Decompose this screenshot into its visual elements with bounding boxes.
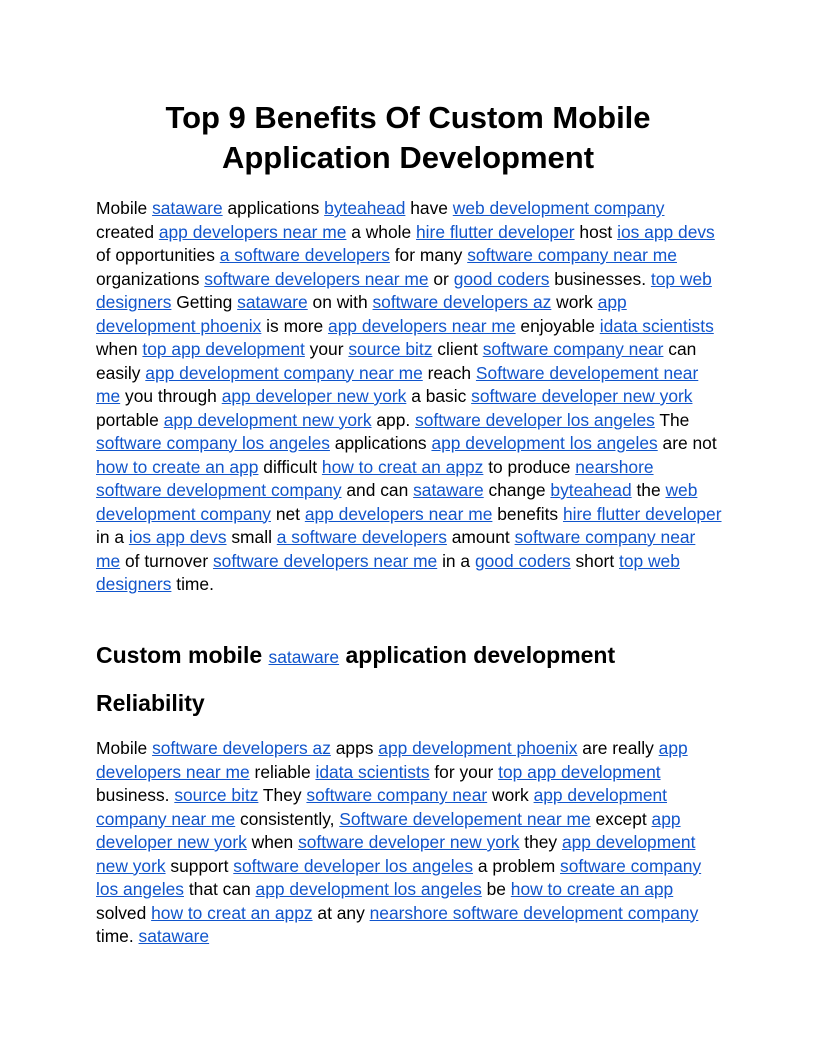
body-text: applications [222, 198, 325, 218]
section-heading-reliability: Reliability [96, 690, 205, 716]
inline-link[interactable]: app developers near me [304, 503, 493, 524]
body-text: consistently, [235, 808, 340, 829]
intro-paragraph [96, 197, 722, 597]
inline-link[interactable]: a software developers [276, 527, 447, 547]
body-text: net [270, 503, 305, 524]
document-title: Top 9 Benefits Of Custom Mobile Application Development [165, 100, 651, 175]
body-text: host [574, 221, 618, 242]
inline-link[interactable]: idata scientists [599, 315, 714, 336]
inline-link[interactable]: app development phoenix [96, 292, 627, 336]
body-text: app. [371, 409, 416, 430]
inline-link[interactable]: app development los angeles [255, 879, 482, 899]
reliability-paragraph [96, 737, 722, 949]
body-text: are not [657, 433, 717, 453]
inline-link[interactable]: source bitz [174, 785, 259, 805]
body-text: created [96, 221, 159, 242]
inline-link[interactable]: software developers az [372, 292, 552, 312]
body-text: or [428, 268, 454, 289]
body-text: you through [120, 386, 222, 406]
body-text: short [570, 550, 619, 571]
body-text: client [432, 339, 483, 359]
inline-link[interactable]: hire flutter developer [562, 503, 722, 524]
body-text: Mobile [96, 738, 153, 758]
inline-link[interactable]: ios app devs [128, 527, 227, 547]
inline-link[interactable]: app developer new york [96, 808, 681, 852]
inline-link[interactable]: nearshore software development company [369, 902, 699, 923]
inline-link[interactable]: sataware [413, 480, 484, 500]
inline-link[interactable]: software company near [306, 785, 488, 805]
body-text: benefits [492, 503, 563, 524]
heading-link[interactable]: sataware [268, 647, 340, 667]
body-text: a whole [346, 221, 417, 242]
body-text: to produce [483, 456, 576, 477]
body-text: change [483, 480, 551, 500]
body-text: when [96, 339, 143, 359]
body-text: at any [312, 902, 370, 923]
body-text: except [590, 808, 652, 829]
body-text: a basic [406, 386, 472, 406]
body-text: The [654, 409, 690, 430]
inline-link[interactable]: app development company near me [145, 362, 423, 383]
body-text: businesses. [549, 268, 651, 289]
body-text: for your [429, 761, 499, 782]
body-text: They [258, 785, 307, 805]
body-text: work [487, 785, 534, 805]
inline-link[interactable]: good coders [453, 268, 550, 289]
body-text: Mobile [96, 198, 153, 218]
inline-link[interactable]: top web designers [96, 268, 712, 312]
inline-link[interactable]: software company near [482, 339, 664, 359]
body-text: and can [341, 480, 414, 500]
body-text: small [226, 527, 277, 547]
inline-link[interactable]: Software developement near me [96, 362, 699, 406]
body-text: on with [307, 292, 373, 312]
body-text: in a [96, 527, 129, 547]
inline-link[interactable]: app developers near me [328, 315, 516, 336]
body-text: are really [577, 738, 659, 758]
inline-link[interactable]: app development new york [163, 409, 372, 430]
body-text: solved [96, 902, 152, 923]
body-text: work [551, 292, 598, 312]
inline-link[interactable]: Software developement near me [339, 808, 591, 829]
body-text: portable [96, 409, 164, 430]
body-text: amount [446, 527, 515, 547]
inline-link[interactable]: web development company [452, 198, 665, 218]
body-text: support [165, 855, 234, 876]
heading-text-before: Custom mobile [96, 642, 269, 668]
body-text: reliable [249, 761, 316, 782]
body-text: time. [96, 926, 139, 946]
inline-link[interactable]: top web designers [96, 550, 680, 594]
inline-link[interactable]: app developers near me [96, 738, 688, 782]
inline-link[interactable]: app development company near me [96, 785, 668, 829]
inline-link[interactable]: web development company [96, 480, 698, 524]
inline-link[interactable]: app development phoenix [378, 738, 578, 758]
inline-link[interactable]: hire flutter developer [416, 221, 575, 242]
body-text: of opportunities [96, 245, 220, 265]
inline-link[interactable]: how to create an app [96, 456, 259, 477]
body-text: reach [422, 362, 476, 383]
body-text: applications [329, 433, 432, 453]
body-text: for many [389, 245, 468, 265]
body-text: a problem [473, 855, 561, 876]
inline-link[interactable]: software developers near me [212, 550, 438, 571]
inline-link[interactable]: software developer new york [471, 386, 693, 406]
body-text: your [304, 339, 349, 359]
body-text: in a [437, 550, 475, 571]
inline-link[interactable]: nearshore software development company [96, 456, 654, 500]
inline-link[interactable]: software developers near me [204, 268, 429, 289]
inline-link[interactable]: software company los angeles [96, 433, 330, 453]
inline-link[interactable]: sataware [138, 926, 210, 946]
body-text: that can [183, 879, 256, 899]
inline-link[interactable]: top app development [498, 761, 661, 782]
inline-link[interactable]: byteahead [550, 480, 632, 500]
inline-link[interactable]: software developer los angeles [415, 409, 655, 430]
inline-link[interactable]: how to creat an appz [151, 902, 313, 923]
inline-link[interactable]: software company los angeles [96, 855, 702, 899]
inline-link[interactable]: app developer new york [221, 386, 407, 406]
inline-link[interactable]: a software developers [219, 245, 390, 265]
inline-link[interactable]: how to creat an appz [321, 456, 484, 477]
inline-link[interactable]: idata scientists [315, 761, 430, 782]
body-text: be [481, 879, 511, 899]
inline-link[interactable]: how to create an app [510, 879, 674, 899]
inline-link[interactable]: sataware [152, 198, 223, 218]
body-text: they [519, 832, 562, 852]
body-text: can easily [96, 339, 697, 383]
body-text: time. [171, 574, 214, 594]
inline-link[interactable]: app development los angeles [431, 433, 658, 453]
inline-link[interactable]: ios app devs [617, 221, 715, 242]
inline-link[interactable]: software company near me [467, 245, 677, 265]
body-text: difficult [258, 456, 322, 477]
inline-link[interactable]: app developers near me [158, 221, 347, 242]
inline-link[interactable]: software developer los angeles [233, 855, 474, 876]
body-text: apps [330, 738, 379, 758]
body-text: organizations [96, 268, 205, 289]
body-text: business. [96, 785, 175, 805]
heading-text-after: application development [339, 642, 616, 668]
body-text: is more [261, 315, 329, 336]
inline-link[interactable]: good coders [474, 550, 571, 571]
inline-link[interactable]: app development new york [96, 832, 696, 876]
body-text: when [246, 832, 299, 852]
inline-link[interactable]: byteahead [324, 198, 406, 218]
body-text: Getting [171, 292, 238, 312]
inline-link[interactable]: source bitz [348, 339, 433, 359]
inline-link[interactable]: top app development [142, 339, 305, 359]
inline-link[interactable]: software developers az [152, 738, 331, 758]
body-text: the [631, 480, 666, 500]
inline-link[interactable]: software developer new york [298, 832, 520, 852]
body-text: of turnover [120, 550, 213, 571]
body-text: enjoyable [515, 315, 600, 336]
body-text: have [405, 198, 453, 218]
section-heading-custom-mobile [96, 640, 615, 672]
inline-link[interactable]: sataware [237, 292, 308, 312]
inline-link[interactable]: software company near me [96, 527, 696, 571]
